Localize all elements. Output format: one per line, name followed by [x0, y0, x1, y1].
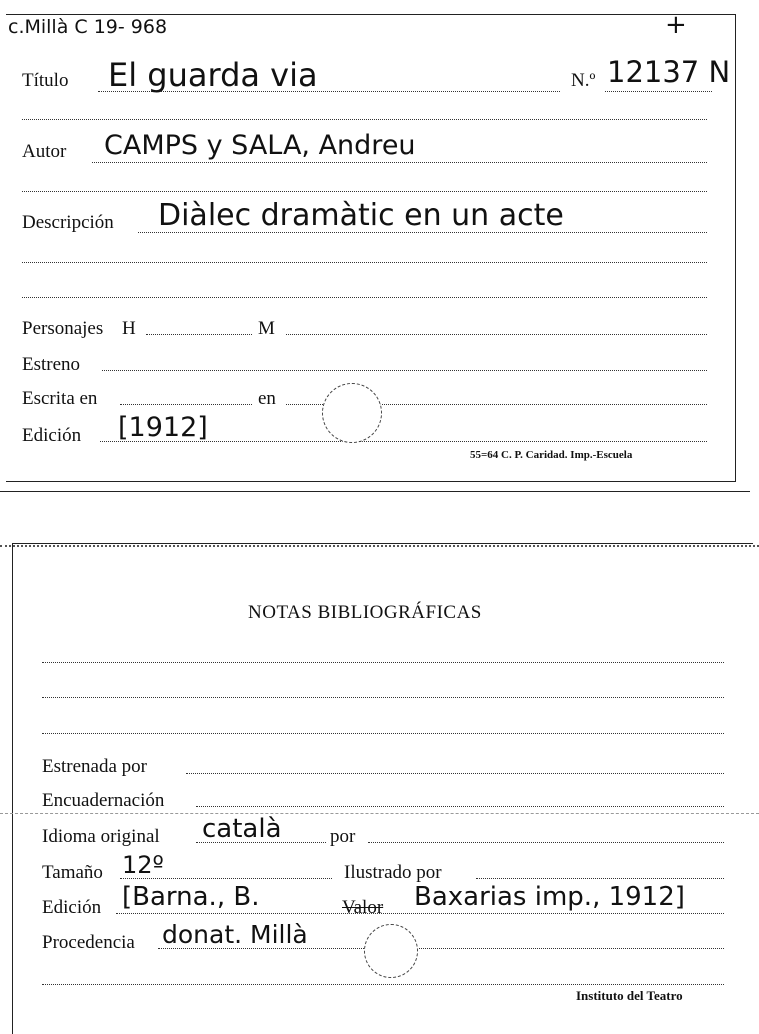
autor-continuation-line	[22, 191, 707, 192]
valor-label: Valor	[342, 897, 384, 918]
descripcion-label: Descripción	[22, 212, 114, 233]
escrita-line	[120, 404, 252, 405]
personajes-h-label: H	[122, 318, 136, 339]
descripcion-line-3	[22, 297, 707, 298]
personajes-m-line	[286, 334, 707, 335]
printer-mark: 55=64 C. P. Caridad. Imp.-Escuela	[470, 449, 633, 461]
tamano-label: Tamaño	[42, 862, 103, 883]
escrita-label: Escrita en	[22, 388, 98, 409]
idioma-value: català	[202, 814, 282, 844]
encuadernacion-label: Encuadernación	[42, 790, 165, 811]
idioma-por-line	[368, 842, 724, 843]
archive-note: c.Millà C 19- 968	[8, 16, 168, 38]
procedencia-value: donat. Millà	[162, 920, 308, 949]
idioma-por-label: por	[330, 826, 356, 847]
edicion2-value-b: Baxarias imp., 1912]	[414, 882, 685, 912]
escrita-en2-label: en	[258, 388, 276, 409]
idioma-label: Idioma original	[42, 826, 160, 847]
notas-line-3	[42, 733, 724, 734]
edicion2-value-a: [Barna., B.	[122, 882, 260, 912]
procedencia-label: Procedencia	[42, 932, 135, 953]
ilustrado-label: Ilustrado por	[344, 862, 442, 883]
numero-value: 12137 N	[607, 55, 731, 89]
estrenada-line	[186, 773, 724, 774]
notas-last-line	[42, 984, 724, 985]
personajes-m-label: M	[258, 318, 275, 339]
numero-line	[605, 91, 712, 92]
personajes-label: Personajes	[22, 318, 104, 339]
numero-label: N.º	[571, 70, 596, 91]
estreno-line	[102, 370, 707, 371]
titulo-continuation-line	[22, 119, 707, 120]
edicion2-line	[116, 913, 724, 914]
descripcion-line-2	[22, 262, 707, 263]
ilustrado-line	[476, 878, 724, 879]
card-edge-speckle	[0, 545, 759, 547]
autor-value: CAMPS y SALA, Andreu	[104, 130, 416, 161]
institution-mark: Instituto del Teatro	[576, 988, 683, 1003]
autor-line	[92, 162, 707, 163]
fold-crease	[0, 813, 759, 814]
cross-mark: +	[665, 10, 687, 40]
titulo-label: Título	[22, 70, 69, 91]
estrenada-label: Estrenada por	[42, 756, 147, 777]
tamano-value: 12º	[122, 851, 164, 879]
notas-line-1	[42, 662, 724, 663]
punched-hole-2	[364, 924, 418, 978]
notas-line-2	[42, 697, 724, 698]
descripcion-value: Diàlec dramàtic en un acte	[158, 198, 564, 233]
notas-heading: NOTAS BIBLIOGRÁFICAS	[248, 602, 482, 623]
punched-hole	[322, 383, 382, 443]
card-divider-line	[0, 491, 750, 492]
personajes-h-line	[146, 334, 252, 335]
edicion-label: Edición	[22, 425, 82, 446]
titulo-value: El guarda via	[108, 56, 318, 94]
edicion2-label: Edición	[42, 897, 102, 918]
autor-label: Autor	[22, 141, 67, 162]
estreno-label: Estreno	[22, 354, 81, 375]
encuadernacion-line	[196, 806, 724, 807]
edicion-value: [1912]	[118, 412, 208, 443]
